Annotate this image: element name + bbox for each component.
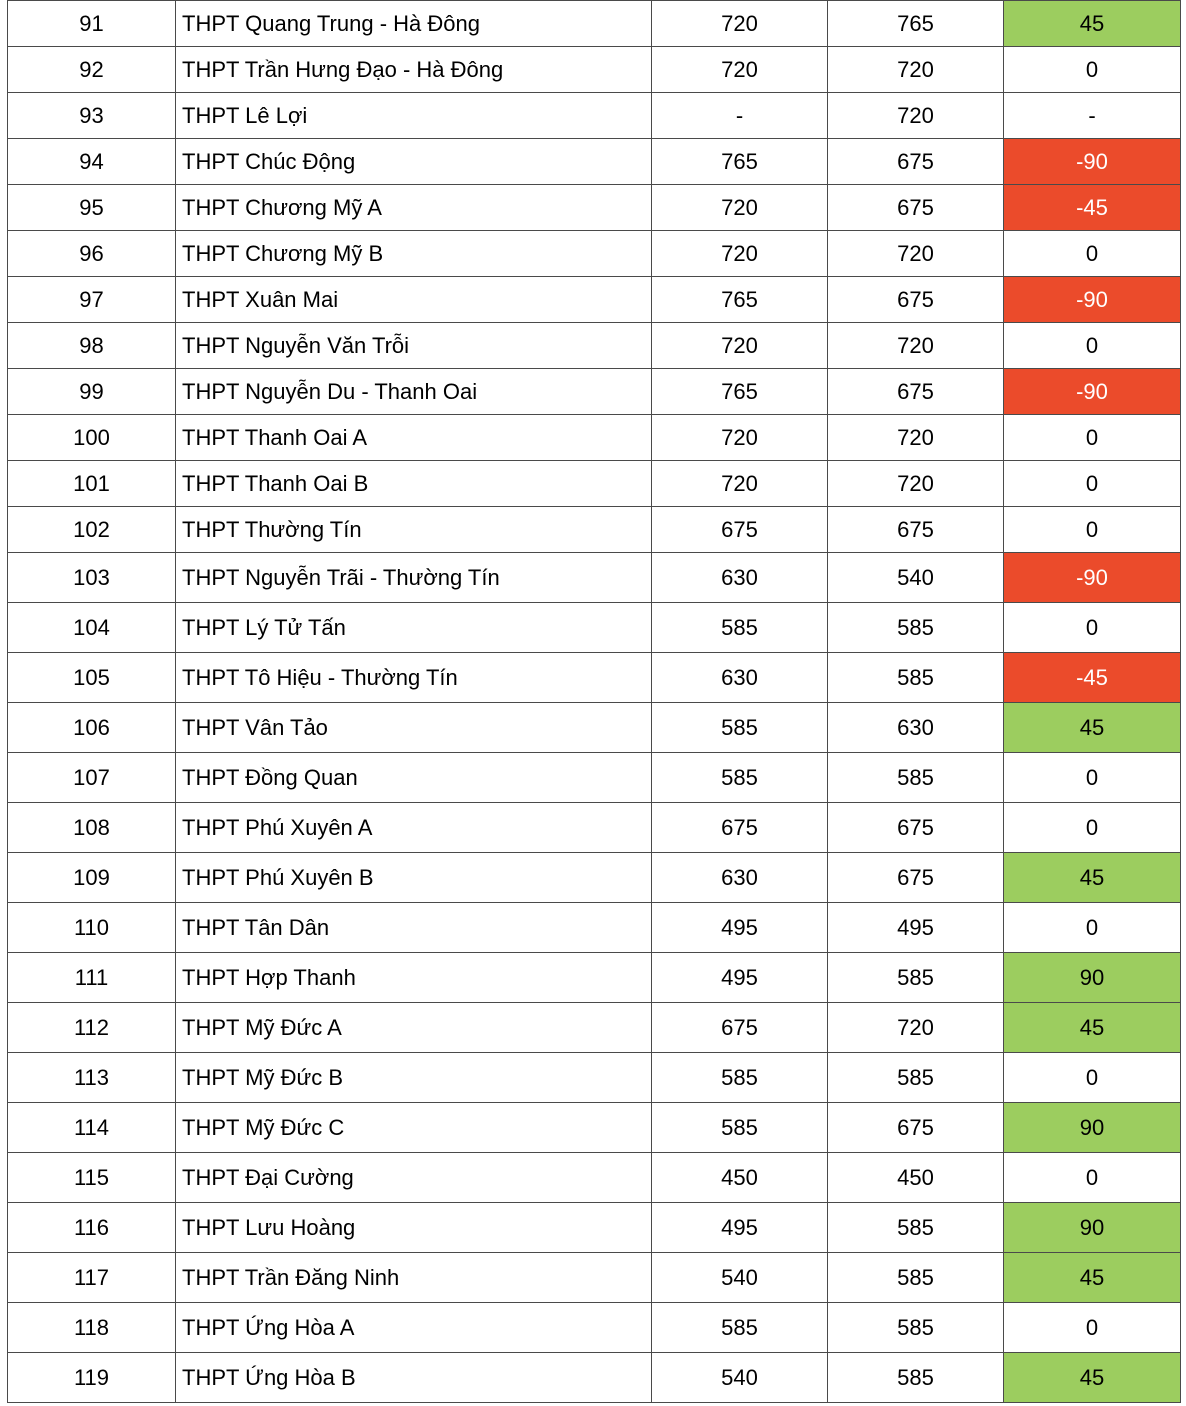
value-previous: 585 [652, 1303, 828, 1353]
value-change: - [1004, 93, 1181, 139]
value-current: 765 [828, 1, 1004, 47]
value-change: 0 [1004, 323, 1181, 369]
row-number: 116 [8, 1203, 176, 1253]
value-previous: 495 [652, 903, 828, 953]
value-previous: 630 [652, 653, 828, 703]
value-change: 0 [1004, 47, 1181, 93]
value-current: 675 [828, 507, 1004, 553]
row-number: 103 [8, 553, 176, 603]
school-name: THPT Nguyễn Văn Trỗi [176, 323, 652, 369]
row-number: 100 [8, 415, 176, 461]
table-row [8, 461, 1181, 507]
row-number: 97 [8, 277, 176, 323]
value-change: 90 [1004, 953, 1181, 1003]
school-name: THPT Xuân Mai [176, 277, 652, 323]
value-previous: 585 [652, 1103, 828, 1153]
value-current: 585 [828, 1253, 1004, 1303]
row-number: 119 [8, 1353, 176, 1403]
row-number: 98 [8, 323, 176, 369]
value-current: 720 [828, 47, 1004, 93]
table-row [8, 47, 1181, 93]
row-number: 118 [8, 1303, 176, 1353]
table-row [8, 753, 1181, 803]
school-name: THPT Lưu Hoàng [176, 1203, 652, 1253]
value-change: 0 [1004, 603, 1181, 653]
value-change: -90 [1004, 369, 1181, 415]
value-change: -45 [1004, 185, 1181, 231]
table-row [8, 553, 1181, 603]
row-number: 117 [8, 1253, 176, 1303]
row-number: 107 [8, 753, 176, 803]
table-row [8, 369, 1181, 415]
row-number: 95 [8, 185, 176, 231]
value-current: 675 [828, 277, 1004, 323]
value-current: 675 [828, 139, 1004, 185]
value-change: 0 [1004, 231, 1181, 277]
value-current: 585 [828, 753, 1004, 803]
table-row [8, 277, 1181, 323]
value-previous: 720 [652, 1, 828, 47]
table-row [8, 953, 1181, 1003]
value-previous: 630 [652, 553, 828, 603]
value-change: 45 [1004, 1253, 1181, 1303]
table-row [8, 1003, 1181, 1053]
value-current: 585 [828, 603, 1004, 653]
table-row [8, 1203, 1181, 1253]
value-change: 0 [1004, 753, 1181, 803]
value-previous: 720 [652, 185, 828, 231]
school-name: THPT Trần Đăng Ninh [176, 1253, 652, 1303]
table-row [8, 185, 1181, 231]
value-current: 450 [828, 1153, 1004, 1203]
school-name: THPT Phú Xuyên A [176, 803, 652, 853]
value-current: 585 [828, 1053, 1004, 1103]
value-current: 720 [828, 461, 1004, 507]
value-change: 0 [1004, 803, 1181, 853]
school-name: THPT Hợp Thanh [176, 953, 652, 1003]
row-number: 101 [8, 461, 176, 507]
row-number: 93 [8, 93, 176, 139]
table-row [8, 507, 1181, 553]
row-number: 108 [8, 803, 176, 853]
school-name: THPT Tô Hiệu - Thường Tín [176, 653, 652, 703]
value-current: 675 [828, 369, 1004, 415]
value-previous: 675 [652, 1003, 828, 1053]
table-row [8, 231, 1181, 277]
value-previous: 675 [652, 507, 828, 553]
value-change: -90 [1004, 139, 1181, 185]
school-name: THPT Mỹ Đức A [176, 1003, 652, 1053]
row-number: 102 [8, 507, 176, 553]
row-number: 96 [8, 231, 176, 277]
school-name: THPT Nguyễn Trãi - Thường Tín [176, 553, 652, 603]
table-row [8, 1303, 1181, 1353]
row-number: 109 [8, 853, 176, 903]
value-previous: 585 [652, 603, 828, 653]
row-number: 105 [8, 653, 176, 703]
value-change: 90 [1004, 1203, 1181, 1253]
value-change: 45 [1004, 1003, 1181, 1053]
value-change: 45 [1004, 703, 1181, 753]
table-row [8, 1353, 1181, 1403]
value-previous: 720 [652, 461, 828, 507]
value-current: 585 [828, 1303, 1004, 1353]
row-number: 104 [8, 603, 176, 653]
table-row [8, 415, 1181, 461]
value-change: -90 [1004, 553, 1181, 603]
value-current: 720 [828, 93, 1004, 139]
value-previous: 720 [652, 47, 828, 93]
value-previous: 765 [652, 369, 828, 415]
row-number: 91 [8, 1, 176, 47]
value-previous: 765 [652, 139, 828, 185]
school-name: THPT Chương Mỹ B [176, 231, 652, 277]
value-current: 720 [828, 415, 1004, 461]
value-current: 585 [828, 653, 1004, 703]
school-name: THPT Nguyễn Du - Thanh Oai [176, 369, 652, 415]
school-name: THPT Phú Xuyên B [176, 853, 652, 903]
row-number: 112 [8, 1003, 176, 1053]
value-previous: - [652, 93, 828, 139]
row-number: 114 [8, 1103, 176, 1153]
school-name: THPT Thanh Oai A [176, 415, 652, 461]
school-name: THPT Thanh Oai B [176, 461, 652, 507]
value-current: 720 [828, 323, 1004, 369]
school-name: THPT Mỹ Đức C [176, 1103, 652, 1153]
table-row [8, 1103, 1181, 1153]
value-previous: 450 [652, 1153, 828, 1203]
school-name: THPT Quang Trung - Hà Đông [176, 1, 652, 47]
table-row [8, 323, 1181, 369]
value-current: 585 [828, 1353, 1004, 1403]
value-current: 495 [828, 903, 1004, 953]
table-row [8, 803, 1181, 853]
value-previous: 540 [652, 1353, 828, 1403]
table-body [8, 1, 1181, 1403]
row-number: 94 [8, 139, 176, 185]
school-name: THPT Chương Mỹ A [176, 185, 652, 231]
row-number: 99 [8, 369, 176, 415]
value-change: 0 [1004, 903, 1181, 953]
value-current: 675 [828, 803, 1004, 853]
value-change: 0 [1004, 1303, 1181, 1353]
school-name: THPT Chúc Động [176, 139, 652, 185]
value-current: 585 [828, 953, 1004, 1003]
value-previous: 675 [652, 803, 828, 853]
value-current: 630 [828, 703, 1004, 753]
table-row [8, 1253, 1181, 1303]
table-row [8, 903, 1181, 953]
value-change: 0 [1004, 1153, 1181, 1203]
value-change: 45 [1004, 1, 1181, 47]
table-row [8, 139, 1181, 185]
value-change: 45 [1004, 1353, 1181, 1403]
school-name: THPT Đồng Quan [176, 753, 652, 803]
value-current: 720 [828, 1003, 1004, 1053]
school-name: THPT Lý Tử Tấn [176, 603, 652, 653]
value-previous: 720 [652, 323, 828, 369]
value-previous: 585 [652, 1053, 828, 1103]
value-previous: 720 [652, 231, 828, 277]
value-change: 0 [1004, 1053, 1181, 1103]
tuition-table [7, 0, 1181, 1403]
value-previous: 585 [652, 753, 828, 803]
table-row [8, 853, 1181, 903]
school-name: THPT Thường Tín [176, 507, 652, 553]
school-name: THPT Tân Dân [176, 903, 652, 953]
value-current: 585 [828, 1203, 1004, 1253]
value-previous: 630 [652, 853, 828, 903]
row-number: 92 [8, 47, 176, 93]
table-row [8, 1153, 1181, 1203]
school-name: THPT Vân Tảo [176, 703, 652, 753]
table-row [8, 1, 1181, 47]
school-name: THPT Trần Hưng Đạo - Hà Đông [176, 47, 652, 93]
row-number: 113 [8, 1053, 176, 1103]
row-number: 106 [8, 703, 176, 753]
value-previous: 495 [652, 1203, 828, 1253]
value-current: 675 [828, 1103, 1004, 1153]
row-number: 115 [8, 1153, 176, 1203]
school-name: THPT Mỹ Đức B [176, 1053, 652, 1103]
value-current: 675 [828, 853, 1004, 903]
value-change: -45 [1004, 653, 1181, 703]
value-change: 90 [1004, 1103, 1181, 1153]
value-change: 0 [1004, 461, 1181, 507]
value-current: 540 [828, 553, 1004, 603]
school-name: THPT Ứng Hòa A [176, 1303, 652, 1353]
school-name: THPT Ứng Hòa B [176, 1353, 652, 1403]
value-current: 675 [828, 185, 1004, 231]
table-row [8, 603, 1181, 653]
value-current: 720 [828, 231, 1004, 277]
value-change: 0 [1004, 507, 1181, 553]
row-number: 110 [8, 903, 176, 953]
value-previous: 540 [652, 1253, 828, 1303]
school-name: THPT Đại Cường [176, 1153, 652, 1203]
value-change: 0 [1004, 415, 1181, 461]
table-row [8, 703, 1181, 753]
value-previous: 720 [652, 415, 828, 461]
table-row [8, 93, 1181, 139]
table-row [8, 653, 1181, 703]
value-previous: 495 [652, 953, 828, 1003]
row-number: 111 [8, 953, 176, 1003]
value-previous: 765 [652, 277, 828, 323]
value-previous: 585 [652, 703, 828, 753]
school-name: THPT Lê Lợi [176, 93, 652, 139]
table-row [8, 1053, 1181, 1103]
value-change: -90 [1004, 277, 1181, 323]
value-change: 45 [1004, 853, 1181, 903]
